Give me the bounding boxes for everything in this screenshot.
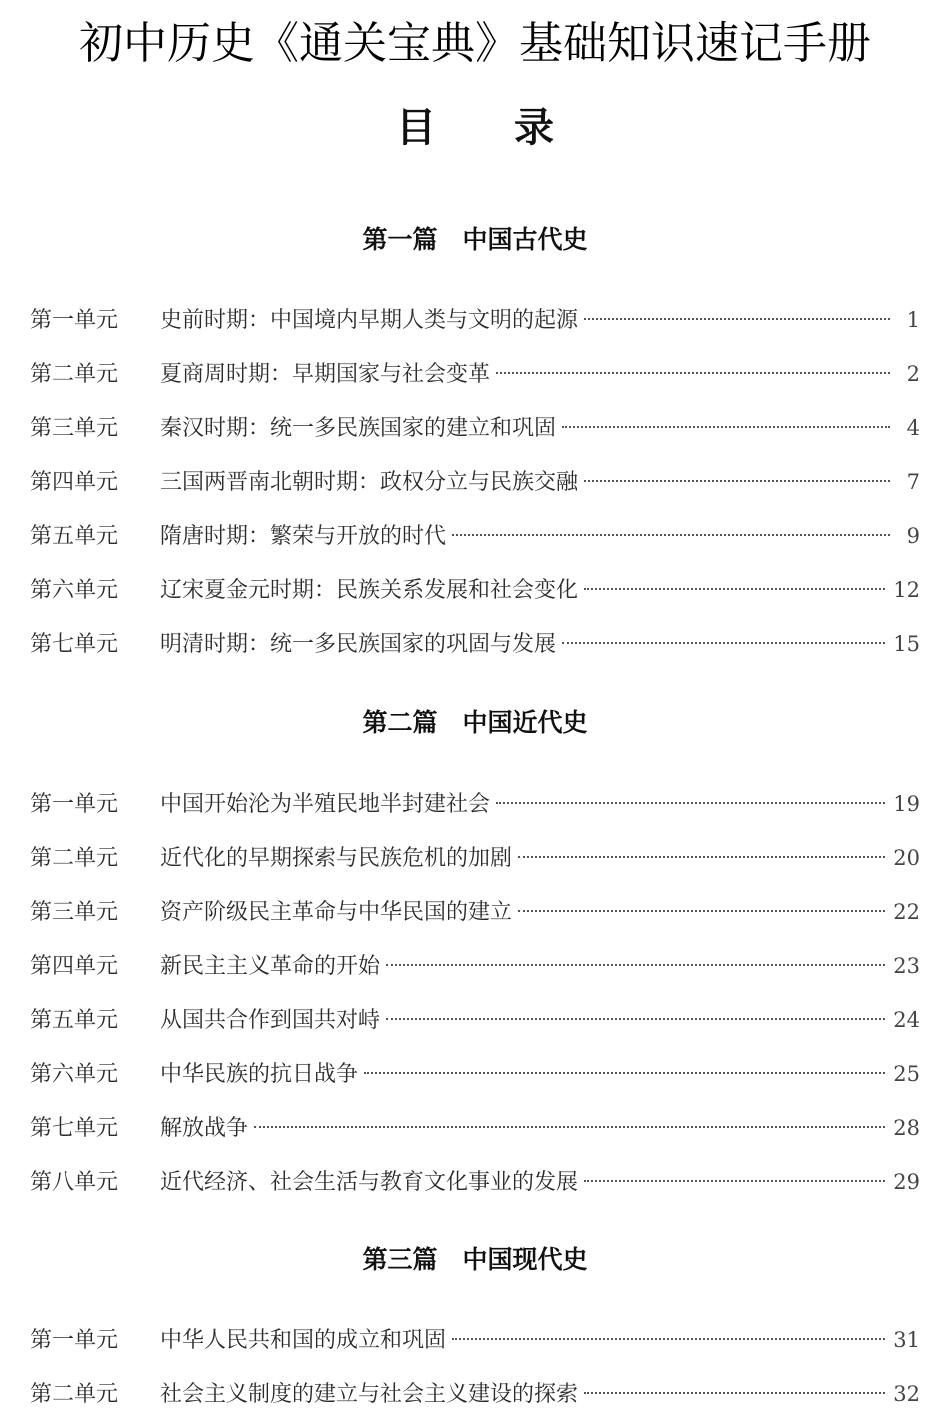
- entry-title: 近代化的早期探索与民族危机的加剧: [160, 846, 513, 871]
- dot-leader: [496, 372, 890, 374]
- unit-label: 第七单元: [30, 1116, 119, 1141]
- unit-label: 第二单元: [30, 362, 119, 387]
- dot-leader: [562, 426, 890, 428]
- dot-leader: [584, 480, 890, 482]
- dot-leader: [562, 642, 885, 644]
- unit-label: 第一单元: [30, 1328, 119, 1353]
- toc-entry[interactable]: [30, 411, 920, 445]
- entry-title: 资产阶级民主革命与中华民国的建立: [160, 900, 513, 925]
- entry-title: 夏商周时期：早期国家与社会变革: [160, 362, 491, 387]
- page-number: 9: [906, 524, 920, 548]
- entry-title: 史前时期：中国境内早期人类与文明的起源: [160, 308, 579, 333]
- unit-label: 第六单元: [30, 1062, 119, 1087]
- entry-title: 隋唐时期：繁荣与开放的时代: [160, 524, 447, 549]
- toc-entry[interactable]: [30, 573, 920, 607]
- unit-label: 第八单元: [30, 1170, 119, 1195]
- unit-label: 第一单元: [30, 792, 119, 817]
- dot-leader: [496, 802, 885, 804]
- entry-title: 近代经济、社会生活与教育文化事业的发展: [160, 1170, 579, 1195]
- page-number: 22: [893, 900, 920, 924]
- toc-entry[interactable]: [30, 1165, 920, 1199]
- book-title: 初中历史《通关宝典》基础知识速记手册: [79, 18, 871, 69]
- toc-heading: 目录: [396, 105, 632, 151]
- entry-title: 从国共合作到国共对峙: [160, 1008, 381, 1033]
- page-number: 2: [906, 362, 920, 386]
- page-number: 15: [893, 632, 920, 656]
- page-number: 19: [893, 792, 920, 816]
- toc-entry[interactable]: [30, 1057, 920, 1091]
- toc-entry[interactable]: [30, 895, 920, 929]
- entry-title: 辽宋夏金元时期：民族关系发展和社会变化: [160, 578, 579, 603]
- dot-leader: [584, 318, 890, 320]
- entry-title: 新民主主义革命的开始: [160, 954, 381, 979]
- part-title: 第二篇 中国近代史: [362, 708, 588, 737]
- unit-label: 第一单元: [30, 308, 119, 333]
- unit-label: 第六单元: [30, 578, 119, 603]
- page-number: 7: [906, 470, 920, 494]
- toc-entry[interactable]: [30, 465, 920, 499]
- toc-entry[interactable]: [30, 787, 920, 821]
- dot-leader: [364, 1072, 885, 1074]
- dot-leader: [386, 964, 885, 966]
- page-number: 29: [893, 1170, 920, 1194]
- dot-leader: [386, 1018, 885, 1020]
- page-number: 25: [893, 1062, 920, 1086]
- toc-entry[interactable]: [30, 357, 920, 391]
- toc-entry[interactable]: [30, 1111, 920, 1145]
- entry-title: 秦汉时期：统一多民族国家的建立和巩固: [160, 416, 557, 441]
- entry-title: 中华人民共和国的成立和巩固: [160, 1328, 447, 1353]
- unit-label: 第三单元: [30, 900, 119, 925]
- toc-entry[interactable]: [30, 627, 920, 661]
- entry-title: 中华民族的抗日战争: [160, 1062, 359, 1087]
- page-number: 1: [906, 308, 920, 332]
- page-number: 28: [893, 1116, 920, 1140]
- dot-leader: [584, 1392, 885, 1394]
- dot-leader: [518, 910, 885, 912]
- unit-label: 第二单元: [30, 1382, 119, 1407]
- entry-title: 三国两晋南北朝时期：政权分立与民族交融: [160, 470, 579, 495]
- page-number: 31: [893, 1328, 920, 1352]
- toc-entry[interactable]: [30, 1003, 920, 1037]
- entry-title: 明清时期：统一多民族国家的巩固与发展: [160, 632, 557, 657]
- part-title: 第三篇 中国现代史: [362, 1245, 588, 1274]
- dot-leader: [518, 856, 885, 858]
- dot-leader: [452, 1338, 885, 1340]
- entry-title: 解放战争: [160, 1116, 249, 1141]
- unit-label: 第四单元: [30, 470, 119, 495]
- page-number: 20: [893, 846, 920, 870]
- page-number: 32: [893, 1382, 920, 1406]
- toc-entry[interactable]: [30, 841, 920, 875]
- unit-label: 第四单元: [30, 954, 119, 979]
- unit-label: 第三单元: [30, 416, 119, 441]
- toc-entry[interactable]: [30, 519, 920, 553]
- dot-leader: [584, 1180, 885, 1182]
- unit-label: 第二单元: [30, 846, 119, 871]
- unit-label: 第五单元: [30, 1008, 119, 1033]
- dot-leader: [584, 588, 885, 590]
- toc-entry[interactable]: [30, 1323, 920, 1357]
- dot-leader: [452, 534, 890, 536]
- unit-label: 第七单元: [30, 632, 119, 657]
- toc-entry[interactable]: [30, 949, 920, 983]
- entry-title: 社会主义制度的建立与社会主义建设的探索: [160, 1382, 579, 1407]
- page-number: 4: [906, 416, 920, 440]
- part-title: 第一篇 中国古代史: [362, 225, 588, 254]
- entry-title: 中国开始沦为半殖民地半封建社会: [160, 792, 491, 817]
- page-number: 12: [893, 578, 920, 602]
- toc-entry[interactable]: [30, 303, 920, 337]
- unit-label: 第五单元: [30, 524, 119, 549]
- dot-leader: [254, 1126, 885, 1128]
- page-number: 23: [893, 954, 920, 978]
- toc-entry[interactable]: [30, 1377, 920, 1411]
- page-number: 24: [893, 1008, 920, 1032]
